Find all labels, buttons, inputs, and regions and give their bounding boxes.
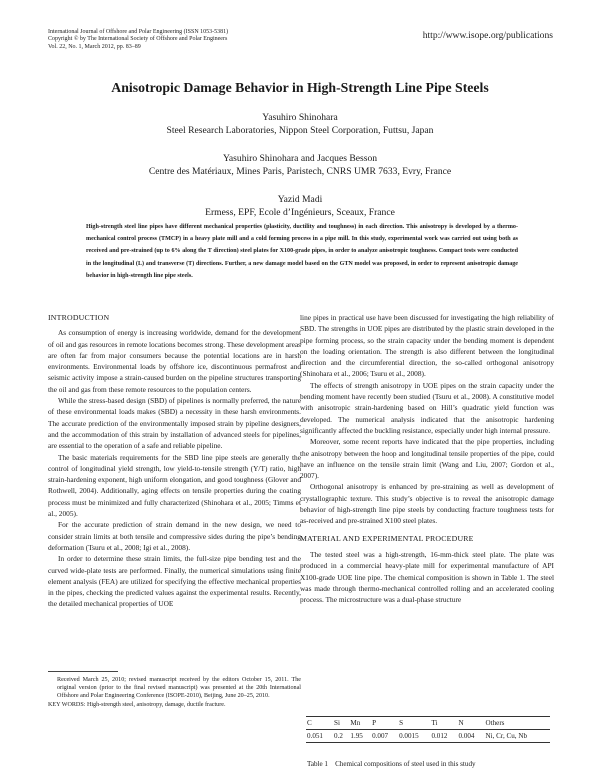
table-cell: 0.007: [372, 732, 389, 740]
footnote-divider: [48, 671, 118, 672]
volume-line: Vol. 22, No. 1, March 2012, pp. 83–89: [48, 43, 141, 50]
author-block-3: [0, 194, 600, 219]
received-note: Received March 25, 2010; revised manuscript received by the editors October 15, 2011. The original version (prior to the final revised manuscript) was presented at the 20th International Offshore and Polar Engineering Conference (ISOPE-2010), Beijing, June 20–25, 2010.: [57, 677, 301, 700]
keywords-line: [48, 702, 225, 708]
right-column: [300, 312, 554, 605]
section-heading-material: MATERIAL AND EXPERIMENTAL PROCEDURE: [300, 533, 474, 543]
table-header-cell: C: [307, 719, 312, 727]
table-header-cell: Si: [334, 719, 340, 727]
author-block-2: [0, 153, 600, 178]
table-cell: 0.0015: [399, 732, 419, 740]
table-header-cell: Others: [485, 719, 505, 727]
paragraph: As consumption of energy is increasing worldwide, demand for the development of oil and gas resources in remote locations becomes strong. These development areas are often far from major consumers because the potential locations are in harsh environments. Environmental loads by offshore ice, discontinuous permafrost and seismic activity impose a strain-caused burden on the pipeline structures transporting the oil and gas from these remote resources to the population centers.: [48, 328, 301, 394]
table-cell: 0.012: [431, 732, 448, 740]
table-row: [306, 730, 550, 743]
paragraph: In order to determine these strain limits, the full-size pipe bending test and the curved wide-plate tests are performed. Finally, the numerical simulations using finite element analysis (FEA) are utilized for specifying the effective mechanical properties in the pipes, checking the predicted values against the experimental results. Recently, the detailed mechanical properties of UOE: [48, 554, 301, 609]
paragraph: The effects of strength anisotropy in UOE pipes on the strain capacity under the bending moment have recently been studied (Tsuru et al., 2008). A constitutive model with anisotropic strain-hardening based on Hill’s quadratic yield function was developed. The numerical analysis indicated that the anisotropic hardening significantly affected the buckling resistance, especially under high internal pressure.: [300, 380, 554, 435]
paragraph: While the stress-based design (SBD) of pipelines is normally preferred, the nature of these environmental loads makes (SBD) a necessity in these harsh environments. The accurate prediction of the environmentally imposed strain by pipeline designers, and the accommodation of this strain by installation of advanced steels for pipelines, are essential to the operation of a safe and reliable pipeline.: [48, 396, 301, 451]
section-heading-introduction: INTRODUCTION: [48, 313, 110, 322]
chemical-composition-table: [306, 716, 550, 743]
paragraph: The tested steel was a high-strength, 16-mm-thick steel plate. The plate was produced in a commercial heavy-plate mill for experimental manufacture of API X100-grade UOE line pipe. The chemical composition is shown in Table 1. The steel was made through thermo-mechanical controlled rolling and an accelerated cooling process. The microstructure was a dual-phase structure: [300, 549, 554, 605]
paragraph: The basic materials requirements for the SBD line pipe steels are generally the control of longitudinal yield strength, low yield-to-tensile strength (Y/T) ratio, high strain-hardening exponent, high uniform elongation, and good toughness (Glover and Rothwell, 2004). Additionally, aging effects on tensile properties during the coating process must be minimized and fully characterized (Shinohara et al., 2005; Timms et al., 2005).: [48, 452, 301, 519]
table-cell: 1.95: [350, 732, 363, 740]
abstract: High-strength steel line pipes have different mechanical properties (plasticity, ductility and toughness) in each direction. This anisotropy is developed by a thermo-mechanical control process (TMCP) in a heavy plate mill and a cold forming process in a pipe mill. In this study, experimental work was carried out using both as received and pre-strained (up to 6% along the T direction) steel plates for X100-grade pipes, in order to analyze anisotropic toughness. Compact tests were conducted in the longitudinal (L) and transverse (T) directions. Further, a new damage model based on the GTN model was proposed, in order to represent anisotropic damage behavior in high-strength line pipe steels.: [86, 224, 518, 279]
footnote: [48, 676, 301, 709]
keywords-text: High-strength steel, anisotropy, damage, ductile fracture.: [86, 701, 226, 708]
table-cell: Ni, Cr, Cu, Nb: [485, 732, 528, 740]
table-header-cell: Mn: [350, 719, 361, 727]
left-column: [48, 312, 301, 610]
table-header-row: [306, 717, 550, 730]
table-header-cell: S: [399, 719, 404, 727]
paragraph: Moreover, some recent reports have indicated that the pipe properties, including the anisotropy between the hoop and longitudinal tensile properties of the pipe, could have an influence on the tensile strain limit (Wang and Liu, 2007; Gordon et al., 2007).: [300, 437, 554, 481]
keywords-label: KEY WORDS:: [48, 701, 86, 708]
table-header-cell: Ti: [431, 719, 438, 727]
journal-info: [48, 29, 228, 51]
author-names: Yazid Madi: [277, 194, 323, 205]
copyright-line: Copyright © by The International Society of Offshore and Polar Engineers: [48, 36, 228, 43]
author-affiliation: Steel Research Laboratories, Nippon Steel Corporation, Futtsu, Japan: [166, 124, 434, 136]
table-caption: Table 1 Chemical compositions of steel used in this study: [307, 760, 476, 768]
paper-title: Anisotropic Damage Behavior in High-Strength Line Pipe Steels: [111, 80, 489, 95]
author-names: Yasuhiro Shinohara: [262, 112, 338, 123]
author-affiliation: Centre des Matériaux, Mines Paris, Paristech, CNRS UMR 7633, Evry, France: [148, 165, 452, 177]
paragraph: line pipes in practical use have been discussed for investigating the high reliability of SBD. The strengths in UOE pipes are distributed by the plastic strain developed in the pipe forming process, so the strain capacity under the bending moment is dependent on the loading orientation. The strength is also different between the longitudinal direction and the circumferential direction, the so-called orthogonal anisotropy (Shinohara et al., 2006; Tsuru et al., 2008).: [300, 313, 554, 379]
table-cell: 0.051: [307, 732, 323, 740]
author-affiliation: Ermess, EPF, Ecole d’Ingénieurs, Sceaux, France: [205, 206, 395, 218]
table-cell: 0.004: [458, 732, 475, 740]
table-header-cell: N: [458, 719, 464, 727]
journal-name: International Journal of Offshore and Polar Engineering (ISSN 1053-5381): [48, 29, 229, 35]
author-block-1: [0, 112, 600, 137]
publications-url[interactable]: http://www.isope.org/publications: [422, 30, 553, 41]
paragraph: Orthogonal anisotropy is enhanced by pre-straining as well as development of crystallographic texture. This study’s objective is to reveal the anisotropic damage behavior of high-strength line pipe steels by conducting fracture toughness tests for as-received and pre-strained X100 steel plates.: [300, 482, 554, 526]
author-names: Yasuhiro Shinohara and Jacques Besson: [222, 153, 378, 164]
table-header-cell: P: [372, 719, 377, 727]
paragraph: For the accurate prediction of strain demand in the new design, we need to consider strain limits at both tensile and compressive sides during the pipe’s bending deformation (Tsuru et al., 2008; Igi et al., 2008).: [48, 520, 301, 552]
table-cell: 0.2: [334, 732, 343, 740]
